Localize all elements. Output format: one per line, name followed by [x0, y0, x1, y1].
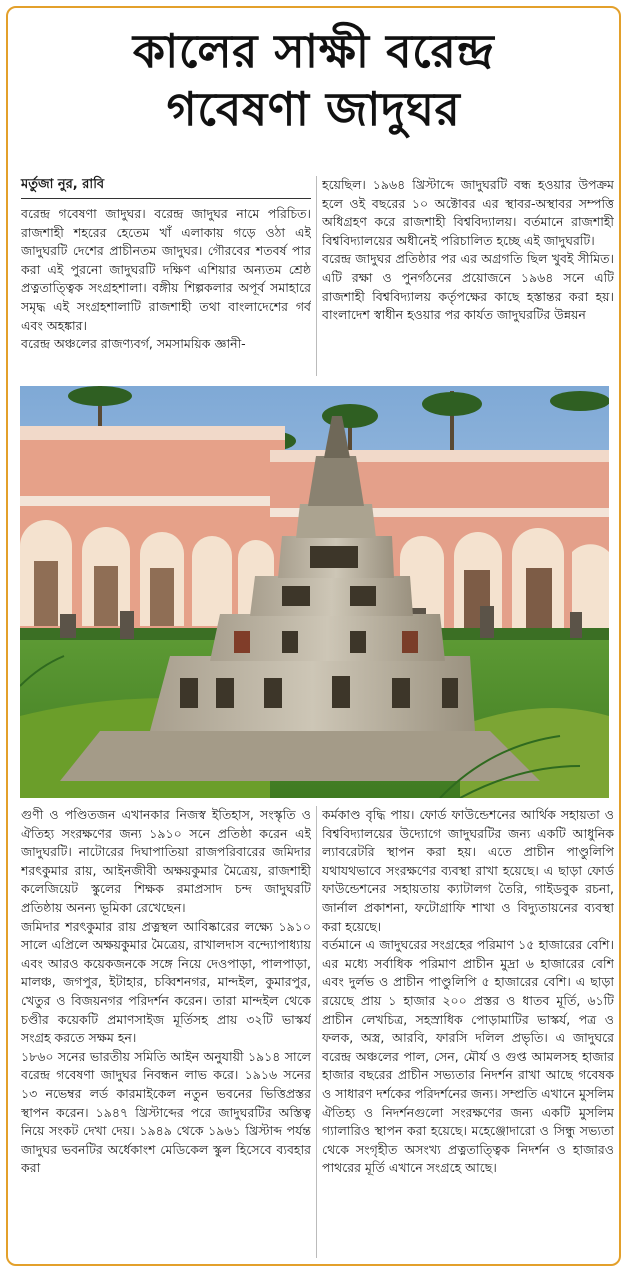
column-divider [316, 806, 317, 1258]
article-column-1 [21, 205, 311, 375]
paragraph: বরেন্দ্র গবেষণা জাদুঘর। বরেন্দ্র জাদুঘর নামে পরিচিত। রাজশাহী শহরের হেতেম খাঁ এলাকায় গড়ে ওঠা এই জাদুঘরটি দেশের প্রাচীনতম জাদুঘর। গৌরবের শতবর্ষ পার করা এই পুরনো জাদুঘরটি দক্ষিণ এশিয়ার অন্যতম শ্রেষ্ঠ প্রত্নতাত্ত্বিক সংগ্রহশালা। বঙ্গীয় শিল্পকলার অপূর্ব সমাহারে সমৃদ্ধ এই সংগ্রহশালাটি রাজশাহী তথা বাংলাদেশের গর্ব এবং অহঙ্কার। [21, 206, 311, 333]
headline-line-1: কালের সাক্ষী বরেন্দ্র [132, 24, 495, 78]
article-column-2 [322, 176, 614, 376]
museum-courtyard-photo [20, 386, 609, 798]
paragraph: জমিদার শরৎকুমার রায় প্রত্নস্থল আবিষ্কারের লক্ষ্যে ১৯১০ সালে এপ্রিলে অক্ষয়কুমার মৈত্রেয়, রাখালদাস বন্দ্যোপাধ্যায় এবং আরও কয়েকজনকে সঙ্গে নিয়ে দেওপাড়া, পালপাড়া, মালঞ্চ, জগপুর, ইটাহার, চব্বিশনগর, মান্দইল, কুমারপুর, খেতুর ও বিজয়নগর পরিদর্শন করেন। তারা মান্দইল থেকে চণ্ডীর কয়েকটি প্রমাণসাইজ মূর্তিসহ প্রায় ৩২টি ভাস্কর্য সংগ্রহ করতে সক্ষম হন। [21, 918, 311, 1046]
byline-divider [21, 198, 311, 199]
article-column-4 [322, 806, 614, 1258]
column-divider [316, 176, 317, 376]
paragraph: ১৮৬০ সনের ভারতীয় সমিতি আইন অনুযায়ী ১৯১৪ সালে বরেন্দ্র গবেষণা জাদুঘর নিবন্ধন লাভ করে। ১৯১৬ সনের ১৩ নভেম্বর লর্ড কারমাইকেল নতুন ভবনের ভিত্তিপ্রস্তর স্থাপন করেন। ১৯৪৭ খ্রিস্টাব্দের পরে জাদুঘরটির অস্তিত্ব নিয়ে সংকট দেখা দেয়। ১৯৪৯ থেকে ১৯৬১ খ্রিস্টাব্দ পর্যন্ত জাদুঘর ভবনটির অর্ধেকাংশ মেডিকেল স্কুল হিসেবে ব্যবহার করা [21, 1048, 311, 1176]
article-column-3 [21, 806, 311, 1258]
paragraph: বরেন্দ্র জাদুঘর প্রতিষ্ঠার পর এর অগ্রগতি ছিল খুবই সীমিত। এটি রক্ষা ও পুনর্গঠনের প্রয়োজনে ১৯৬৪ সনে এটি রাজশাহী বিশ্ববিদ্যালয় কর্তৃপক্ষের কাছে হস্তান্তর করা হয়। বাংলাদেশ স্বাধীন হওয়ার পর কার্যত জাদুঘরটির উন্নয়ন [322, 251, 614, 323]
paragraph: গুণী ও পণ্ডিতজন এখানকার নিজস্ব ইতিহাস, সংস্কৃতি ও ঐতিহ্য সংরক্ষণের জন্য ১৯১০ সনে প্রতিষ্ঠা করেন এই জাদুঘরটি। নাটোরের দিঘাপাতিয়া রাজপরিবারের জমিদার শরৎকুমার রায়, আইনজীবী অক্ষয়কুমার মৈত্রেয়, রাজশাহী কলেজিয়েট স্কুলের শিক্ষক রমাপ্রসাদ চন্দ জাদুঘরটি প্রতিষ্ঠায় অনন্য ভূমিকা রেখেছেন। [21, 807, 311, 915]
paragraph: বর্তমানে এ জাদুঘরের সংগ্রহের পরিমাণ ১৫ হাজারের বেশি। এর মধ্যে সর্বাধিক পরিমাণ প্রাচীন মুদ্রা ৬ হাজারের বেশি এবং দুর্লভ ও প্রাচীন পাণ্ডুলিপি ৫ হাজারের বেশি। এ ছাড়া রয়েছে প্রায় ১ হাজার ২০০ প্রস্তর ও ধাতব মূর্তি, ৬১টি প্রাচীন লেখচিত্র, সহস্রাধিক পোড়ামাটির ভাস্কর্য, পত্র ও ফলক, অস্ত্র, আরবি, ফারসি দলিল প্রভৃতি। এ জাদুঘরে বরেন্দ্র অঞ্চলের পাল, সেন, মৌর্য ও গুপ্ত আমলসহ হাজার হাজার বছরের প্রাচীন সভ্যতার নিদর্শন রাখা আছে গবেষক ও সাধারণ দর্শকের পরিদর্শনের জন্য। সম্প্রতি এখানে মুসলিম ঐতিহ্য ও নিদর্শনগুলো সংরক্ষণের জন্য একটি মুসলিম গ্যালারিও স্থাপন করা হয়েছে। মহেঞ্জোদারো ও সিন্ধু সভ্যতা থেকে সংগৃহীত অসংখ্য প্রত্নতাত্ত্বিক নিদর্শন ও হাজারও পাথরের মূর্তি এখানে সংগ্রহে আছে। [322, 937, 614, 1176]
paragraph: বরেন্দ্র অঞ্চলের রাজণ্যবর্গ, সমসাময়িক জ্ঞানী- [21, 336, 246, 352]
headline-line-2: গবেষণা জাদুঘর [166, 82, 461, 136]
paragraph: হয়েছিল। ১৯৬৪ খ্রিস্টাব্দে জাদুঘরটি বন্ধ হওয়ার উপক্রম হলে ওই বছরের ১০ অক্টোবর এর স্থাবর-অস্থাবর সম্পত্তি অধিগ্রহণ করে রাজশাহী বিশ্ববিদ্যালয়। বর্তমানে রাজশাহী বিশ্ববিদ্যালয়ের অধীনেই পরিচালিত হচ্ছে এই জাদুঘরটি। [322, 177, 614, 248]
headline [8, 22, 619, 138]
byline: মর্তুজা নুর, রাবি [21, 177, 105, 192]
paragraph: কর্মকাণ্ড বৃদ্ধি পায়। ফোর্ড ফাউন্ডেশনের আর্থিক সহায়তা ও বিশ্ববিদ্যালয়ের উদ্যোগে জাদুঘরটির জন্য একটি আধুনিক ল্যাবরেটরি স্থাপন করা হয়। এতে প্রাচীন পাণ্ডুলিপি যথাযথভাবে সংরক্ষণের ব্যবস্থা রাখা হয়েছে। এ ছাড়া ফোর্ড ফাউন্ডেশনের সহায়তায় ক্যাটালগ তৈরি, গাইডবুক রচনা, জার্নাল প্রকাশনা, ফটোগ্রাফি শাখা ও বিদ্যুতায়নের ব্যবস্থা করা হয়েছে। [322, 807, 614, 934]
article-frame [6, 6, 621, 1266]
